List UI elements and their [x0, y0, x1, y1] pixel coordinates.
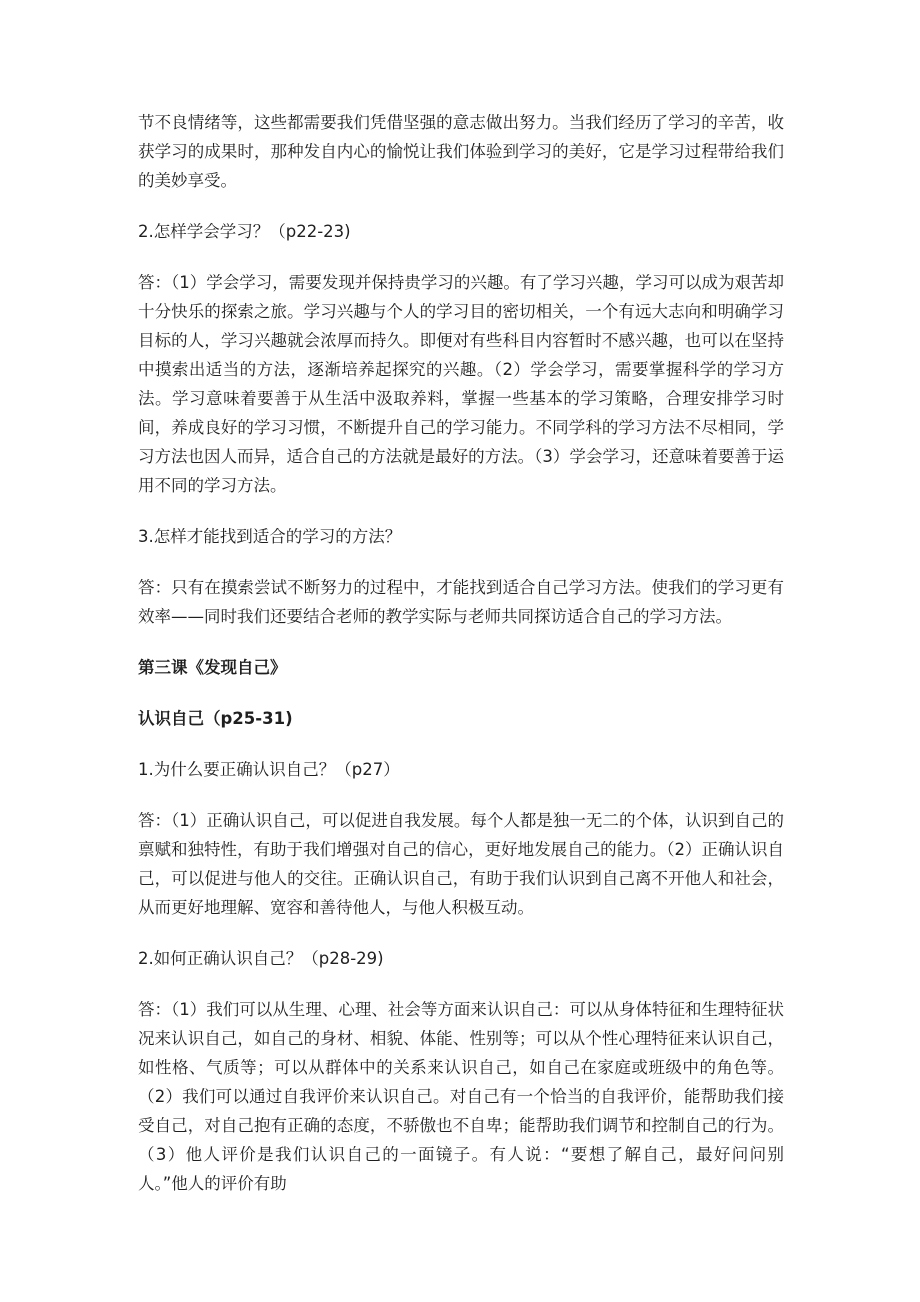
- answer-how-know-self: 答：（1）我们可以从生理、心理、社会等方面来认识自己：可以从身体特征和生理特征状况来认识自己，如自己的身材、相貌、体能、性别等；可以从个性心理特征来认识自己，如性格、气质等；可以从群体中的关系来认识自己，如自己在家庭或班级中的角色等。（2）我们可以通过自我评价来认识自己。对自己有一个恰当的自我评价，能帮助我们接受自己，对自己抱有正确的态度，不骄傲也不自卑；能帮助我们调节和控制自己的行为。（3）他人评价是我们认识自己的一面镜子。有人说：“要想了解自己，最好问问别人。”他人的评价有助: [138, 1000, 784, 1193]
- question-why-know-self: 1.为什么要正确认识自己？（p27）: [138, 760, 400, 779]
- section-title: 认识自己（p25-31): [138, 709, 293, 728]
- answer-why-know-self: 答：（1）正确认识自己，可以促进自我发展。每个人都是独一无二的个体，认识到自己的禀赋和独特性，有助于我们增强对自己的信心，更好地发展自己的能力。（2）正确认识自己，可以促进与他人的交往。正确认识自己，有助于我们认识到自己离不开他人和社会，从而更好地理解、宽容和善待他人，与他人积极互动。: [138, 811, 784, 917]
- question-how-to-learn: 2.怎样学会学习？（p22-23): [138, 222, 351, 241]
- question-find-method: 3.怎样才能找到适合的学习的方法？: [138, 527, 402, 546]
- paragraph-intro-continuation: 节不良情绪等，这些都需要我们凭借坚强的意志做出努力。当我们经历了学习的辛苦，收获学习的成果时，那种发自内心的愉悦让我们体验到学习的美好，它是学习过程带给我们的美妙享受。: [138, 113, 784, 190]
- answer-find-method: 答：只有在摸索尝试不断努力的过程中，才能找到适合自己学习方法。使我们的学习更有效率——同时我们还要结合老师的教学实际与老师共同探访适合自己的学习方法。: [138, 578, 784, 626]
- document-page: [138, 108, 784, 1220]
- question-how-know-self: 2.如何正确认识自己？（p28-29): [138, 949, 384, 968]
- lesson-title: 第三课《发现自己》: [138, 658, 287, 677]
- answer-how-to-learn: 答：（1）学会学习，需要发现并保持贵学习的兴趣。有了学习兴趣，学习可以成为艰苦却十分快乐的探索之旅。学习兴趣与个人的学习目的密切相关，一个有远大志向和明确学习目标的人，学习兴趣就会浓厚而持久。即便对有些科目内容暂时不感兴趣，也可以在坚持中摸索出适当的方法，逐渐培养起探究的兴趣。（2）学会学习，需要掌握科学的学习方法。学习意味着要善于从生活中汲取养料，掌握一些基本的学习策略，合理安排学习时间，养成良好的学习习惯，不断提升自己的学习能力。不同学科的学习方法不尽相同，学习方法也因人而异，适合自己的方法就是最好的方法。（3）学会学习，还意味着要善于运用不同的学习方法。: [138, 273, 784, 495]
